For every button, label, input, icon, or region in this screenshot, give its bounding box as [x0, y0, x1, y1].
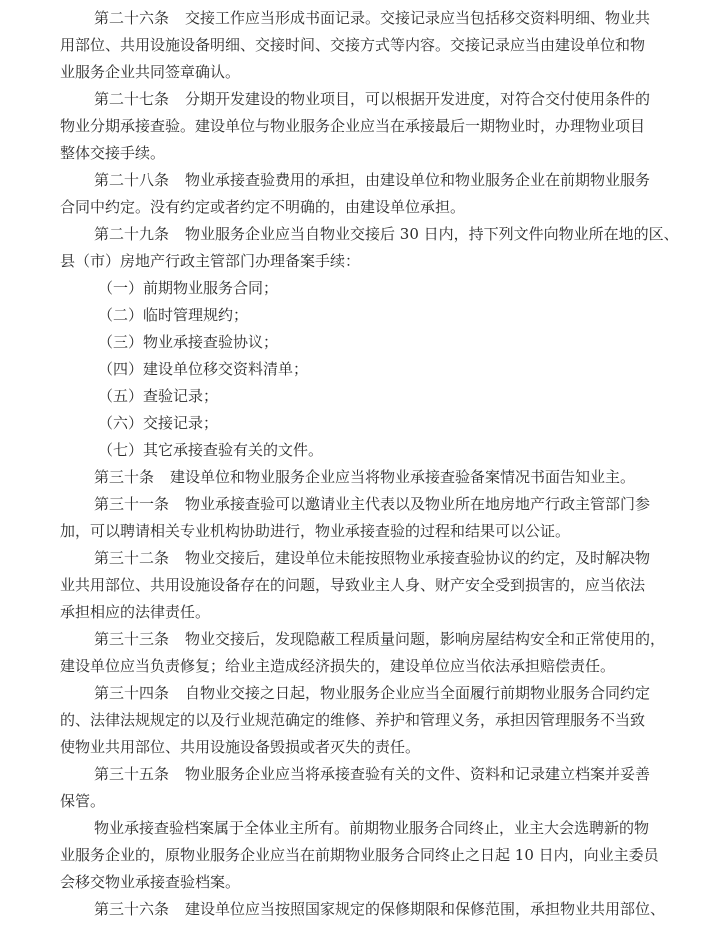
article-text: 物业服务企业应当将承接查验有关的文件、资料和记录建立档案并妥善	[185, 765, 651, 783]
article-line	[94, 683, 650, 703]
list-item: （二）临时管理规约；	[98, 306, 249, 324]
article-heading: 第二十八条	[94, 171, 170, 189]
article-text: 物业承接查验费用的承担，由建设单位和物业服务企业在前期物业服务	[185, 171, 651, 189]
article-text: 物业交接后，发现隐蔽工程质量问题，影响房屋结构安全和正常使用的，	[185, 630, 666, 648]
article-line	[94, 548, 650, 568]
article-text: 建设单位和物业服务企业应当将物业承接查验备案情况书面告知业主。	[170, 468, 636, 486]
article-heading: 第三十一条	[94, 495, 170, 513]
article-text: 合同中约定。没有约定或者约定不明确的，由建设单位承担。	[60, 198, 466, 216]
article-text: 物业交接后，建设单位未能按照物业承接查验协议的约定，及时解决物	[185, 549, 651, 567]
article-line	[94, 224, 679, 244]
article-text: 交接工作应当形成书面记录。交接记录应当包括移交资料明细、物业共	[185, 9, 651, 27]
article-text: 自物业交接之日起，物业服务企业应当全面履行前期物业服务合同约定	[185, 684, 651, 702]
article-text: 保管。	[60, 792, 106, 810]
article-text: 县（市）房地产行政主管部门办理备案手续：	[60, 252, 361, 270]
article-heading: 第三十四条	[94, 684, 170, 702]
article-heading: 第三十五条	[94, 765, 170, 783]
list-item: （七）其它承接查验有关的文件。	[98, 441, 324, 459]
article-line	[94, 8, 650, 28]
article-heading: 第三十二条	[94, 549, 170, 567]
article-text: 用部位、共用设施设备明细、交接时间、交接方式等内容。交接记录应当由建设单位和物	[60, 36, 646, 54]
article-text: 业服务企业的，原物业服务企业应当在前期物业服务合同终止之日起 10 日内，向业主委员	[60, 846, 659, 864]
article-line	[94, 467, 635, 487]
article-heading: 第二十九条	[94, 225, 170, 243]
article-line	[94, 764, 650, 784]
article-heading: 第三十三条	[94, 630, 170, 648]
article-line	[94, 170, 650, 190]
list-item: （一）前期物业服务合同；	[98, 279, 279, 297]
article-heading: 第二十六条	[94, 9, 170, 27]
article-text: 承担相应的法律责任。	[60, 603, 211, 621]
article-heading: 第二十七条	[94, 90, 170, 108]
article-line	[94, 494, 650, 514]
list-item: （五）查验记录；	[98, 387, 219, 405]
article-text: 物业分期承接查验。建设单位与物业服务企业应当在承接最后一期物业时，办理物业项目	[60, 117, 646, 135]
list-item: （六）交接记录；	[98, 414, 219, 432]
article-text: 整体交接手续。	[60, 144, 166, 162]
article-heading: 第三十六条	[94, 900, 170, 918]
article-text: 物业承接查验档案属于全体业主所有。前期物业服务合同终止，业主大会选聘新的物	[94, 819, 650, 837]
article-text: 建设单位应当负责修复；给业主造成经济损失的，建设单位应当依法承担赔偿责任。	[60, 657, 616, 675]
article-heading: 第三十条	[94, 468, 155, 486]
article-line	[94, 899, 665, 919]
article-text: 分期开发建设的物业项目，可以根据开发进度，对符合交付使用条件的	[185, 90, 651, 108]
article-line	[94, 629, 665, 649]
article-text: 业服务企业共同签章确认。	[60, 63, 241, 81]
article-text: 物业服务企业应当自物业交接后 30 日内，持下列文件向物业所在地的区、	[185, 225, 679, 243]
article-text: 物业承接查验可以邀请业主代表以及物业所在地房地产行政主管部门参	[185, 495, 651, 513]
article-text: 加，可以聘请相关专业机构协助进行，物业承接查验的过程和结果可以公证。	[60, 522, 571, 540]
article-text: 会移交物业承接查验档案。	[60, 873, 241, 891]
article-line	[94, 89, 650, 109]
article-text: 的、法律法规规定的以及行业规范确定的维修、养护和管理义务，承担因管理服务不当致	[60, 711, 646, 729]
article-text: 使物业共用部位、共用设施设备毁损或者灭失的责任。	[60, 738, 421, 756]
article-text: 业共用部位、共用设施设备存在的问题，导致业主人身、财产安全受到损害的，应当依法	[60, 576, 646, 594]
list-item: （三）物业承接查验协议；	[98, 333, 279, 351]
list-item: （四）建设单位移交资料清单；	[98, 360, 309, 378]
article-text: 建设单位应当按照国家规定的保修期限和保修范围，承担物业共用部位、	[185, 900, 666, 918]
